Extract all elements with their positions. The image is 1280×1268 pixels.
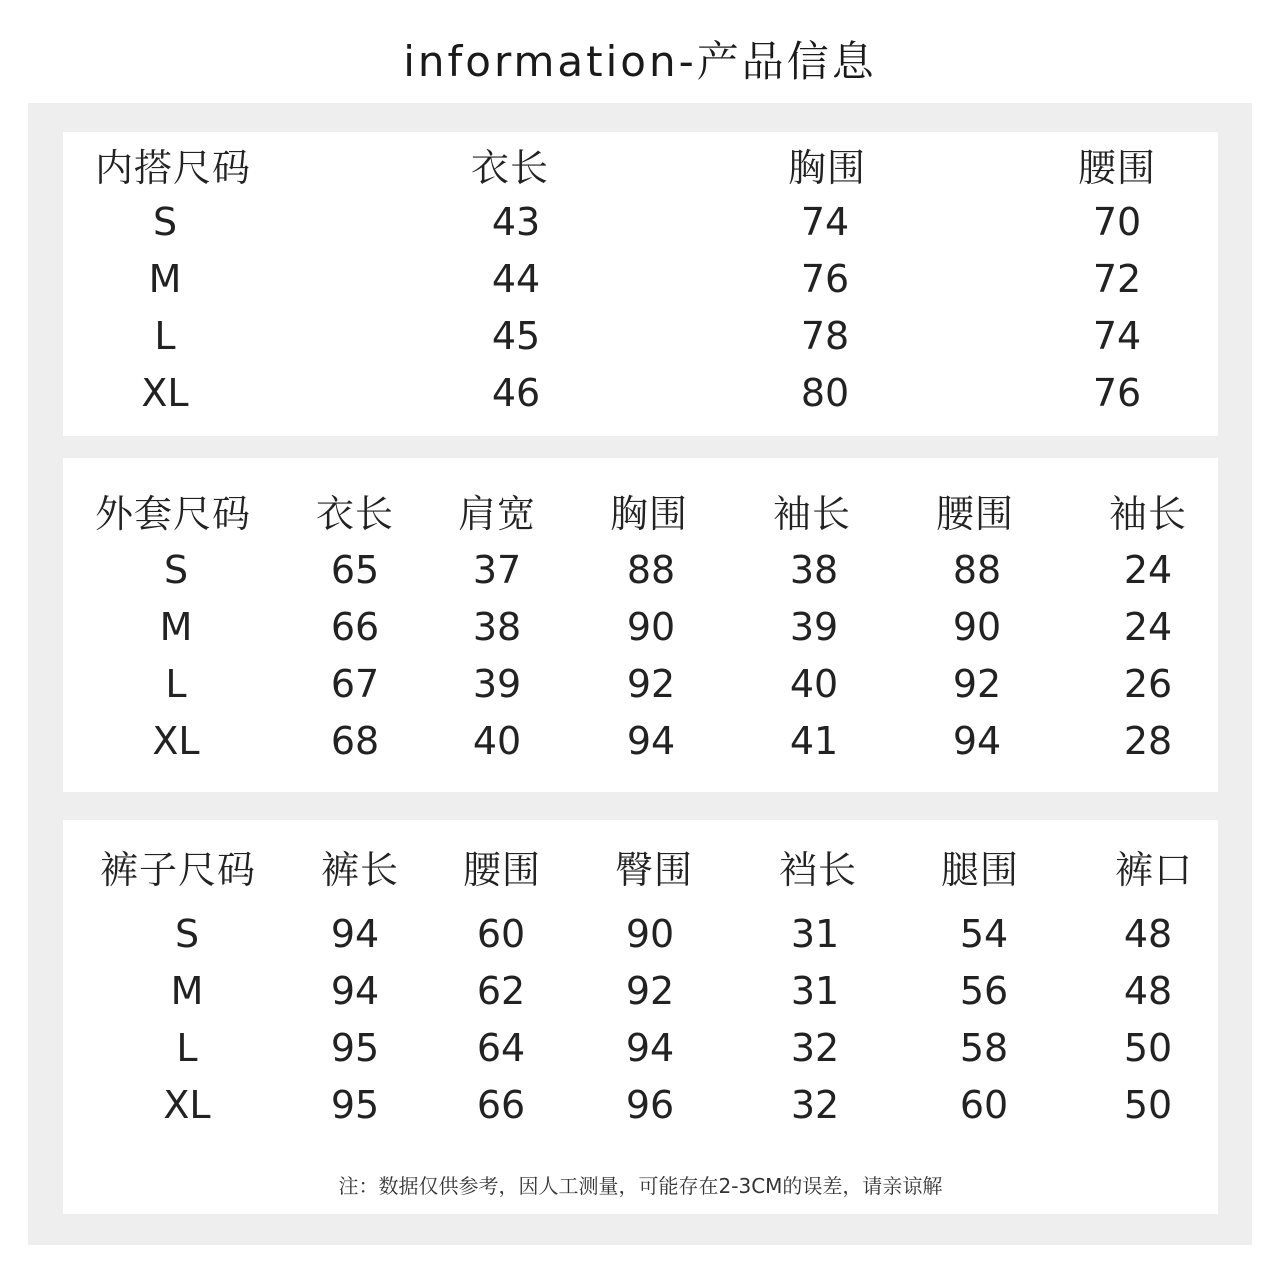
pants-cell-leg-opening: 50 — [1123, 1026, 1173, 1070]
inner-cell-size: XL — [141, 371, 189, 415]
pants-cell-size: L — [176, 1026, 198, 1070]
outer-cell-length: 67 — [330, 662, 380, 706]
pants-cell-waist: 64 — [476, 1026, 526, 1070]
pants-header-thigh: 腿围 — [940, 848, 1020, 892]
pants-cell-rise: 31 — [790, 969, 840, 1013]
outer-cell-shoulder: 39 — [472, 662, 522, 706]
outer-cell-size: XL — [152, 719, 200, 763]
outer-cell-chest: 94 — [626, 719, 676, 763]
outer-cell-chest: 88 — [626, 548, 676, 592]
pants-header-size: 裤子尺码 — [99, 848, 257, 892]
inner-cell-length: 46 — [491, 371, 541, 415]
outer-cell-length: 65 — [330, 548, 380, 592]
pants-cell-waist: 60 — [476, 912, 526, 956]
outer-header-sleeve-2: 袖长 — [1108, 492, 1188, 536]
pants-cell-size: S — [174, 912, 200, 956]
inner-cell-waist: 76 — [1092, 371, 1142, 415]
inner-header-chest: 胸围 — [787, 146, 867, 190]
inner-cell-waist: 70 — [1092, 200, 1142, 244]
outer-cell-length: 66 — [330, 605, 380, 649]
pants-header-hip: 臀围 — [614, 848, 694, 892]
pants-cell-leg-opening: 48 — [1123, 912, 1173, 956]
pants-cell-hip: 92 — [625, 969, 675, 1013]
inner-cell-length: 43 — [491, 200, 541, 244]
inner-header-size: 内搭尺码 — [94, 146, 252, 190]
outer-cell-waist: 88 — [952, 548, 1002, 592]
pants-cell-thigh: 54 — [959, 912, 1009, 956]
pants-cell-waist: 62 — [476, 969, 526, 1013]
pants-cell-length: 95 — [330, 1083, 380, 1127]
outer-cell-sleeve-2: 26 — [1123, 662, 1173, 706]
pants-header-length: 裤长 — [320, 848, 400, 892]
pants-header-rise: 裆长 — [778, 848, 858, 892]
inner-cell-waist: 74 — [1092, 314, 1142, 358]
inner-header-length: 衣长 — [470, 146, 550, 190]
pants-cell-hip: 96 — [625, 1083, 675, 1127]
inner-size-table — [63, 132, 1218, 436]
outer-cell-chest: 92 — [626, 662, 676, 706]
pants-cell-waist: 66 — [476, 1083, 526, 1127]
outer-cell-sleeve: 39 — [789, 605, 839, 649]
pants-size-table — [63, 820, 1218, 1214]
inner-cell-chest: 78 — [800, 314, 850, 358]
outer-cell-sleeve: 41 — [789, 719, 839, 763]
outer-header-chest: 胸围 — [609, 492, 689, 536]
pants-cell-thigh: 56 — [959, 969, 1009, 1013]
inner-cell-length: 44 — [491, 257, 541, 301]
inner-cell-chest: 76 — [800, 257, 850, 301]
page-title: information-产品信息 — [403, 37, 877, 86]
outer-header-shoulder: 肩宽 — [457, 492, 537, 536]
pants-cell-thigh: 60 — [959, 1083, 1009, 1127]
inner-header-waist: 腰围 — [1077, 146, 1157, 190]
outer-cell-sleeve-2: 24 — [1123, 605, 1173, 649]
outer-header-size: 外套尺码 — [94, 492, 252, 536]
outer-cell-waist: 90 — [952, 605, 1002, 649]
outer-cell-sleeve: 40 — [789, 662, 839, 706]
outer-cell-size: M — [159, 605, 193, 649]
pants-header-waist: 腰围 — [462, 848, 542, 892]
outer-cell-size: S — [163, 548, 189, 592]
pants-header-leg-opening: 裤口 — [1114, 848, 1194, 892]
pants-cell-rise: 32 — [790, 1026, 840, 1070]
outer-header-length: 衣长 — [315, 492, 395, 536]
outer-cell-shoulder: 37 — [472, 548, 522, 592]
outer-cell-size: L — [165, 662, 187, 706]
measurement-disclaimer: 注：数据仅供参考，因人工测量，可能存在2-3CM的误差，请亲谅解 — [338, 1174, 943, 1198]
pants-cell-size: XL — [163, 1083, 211, 1127]
outer-cell-sleeve: 38 — [789, 548, 839, 592]
inner-cell-size: M — [148, 257, 182, 301]
pants-cell-length: 94 — [330, 912, 380, 956]
pants-cell-hip: 94 — [625, 1026, 675, 1070]
inner-cell-length: 45 — [491, 314, 541, 358]
inner-cell-waist: 72 — [1092, 257, 1142, 301]
inner-cell-chest: 80 — [800, 371, 850, 415]
outer-header-sleeve: 袖长 — [772, 492, 852, 536]
inner-cell-size: S — [152, 200, 178, 244]
outer-size-table — [63, 458, 1218, 792]
outer-cell-shoulder: 38 — [472, 605, 522, 649]
outer-cell-shoulder: 40 — [472, 719, 522, 763]
outer-cell-sleeve-2: 28 — [1123, 719, 1173, 763]
pants-cell-leg-opening: 50 — [1123, 1083, 1173, 1127]
pants-cell-size: M — [170, 969, 204, 1013]
pants-cell-rise: 32 — [790, 1083, 840, 1127]
pants-cell-leg-opening: 48 — [1123, 969, 1173, 1013]
outer-cell-length: 68 — [330, 719, 380, 763]
pants-cell-hip: 90 — [625, 912, 675, 956]
pants-cell-thigh: 58 — [959, 1026, 1009, 1070]
inner-cell-size: L — [154, 314, 176, 358]
inner-cell-chest: 74 — [800, 200, 850, 244]
outer-cell-chest: 90 — [626, 605, 676, 649]
pants-cell-length: 95 — [330, 1026, 380, 1070]
outer-header-waist: 腰围 — [935, 492, 1015, 536]
pants-cell-rise: 31 — [790, 912, 840, 956]
outer-cell-waist: 94 — [952, 719, 1002, 763]
outer-cell-waist: 92 — [952, 662, 1002, 706]
pants-cell-length: 94 — [330, 969, 380, 1013]
outer-cell-sleeve-2: 24 — [1123, 548, 1173, 592]
